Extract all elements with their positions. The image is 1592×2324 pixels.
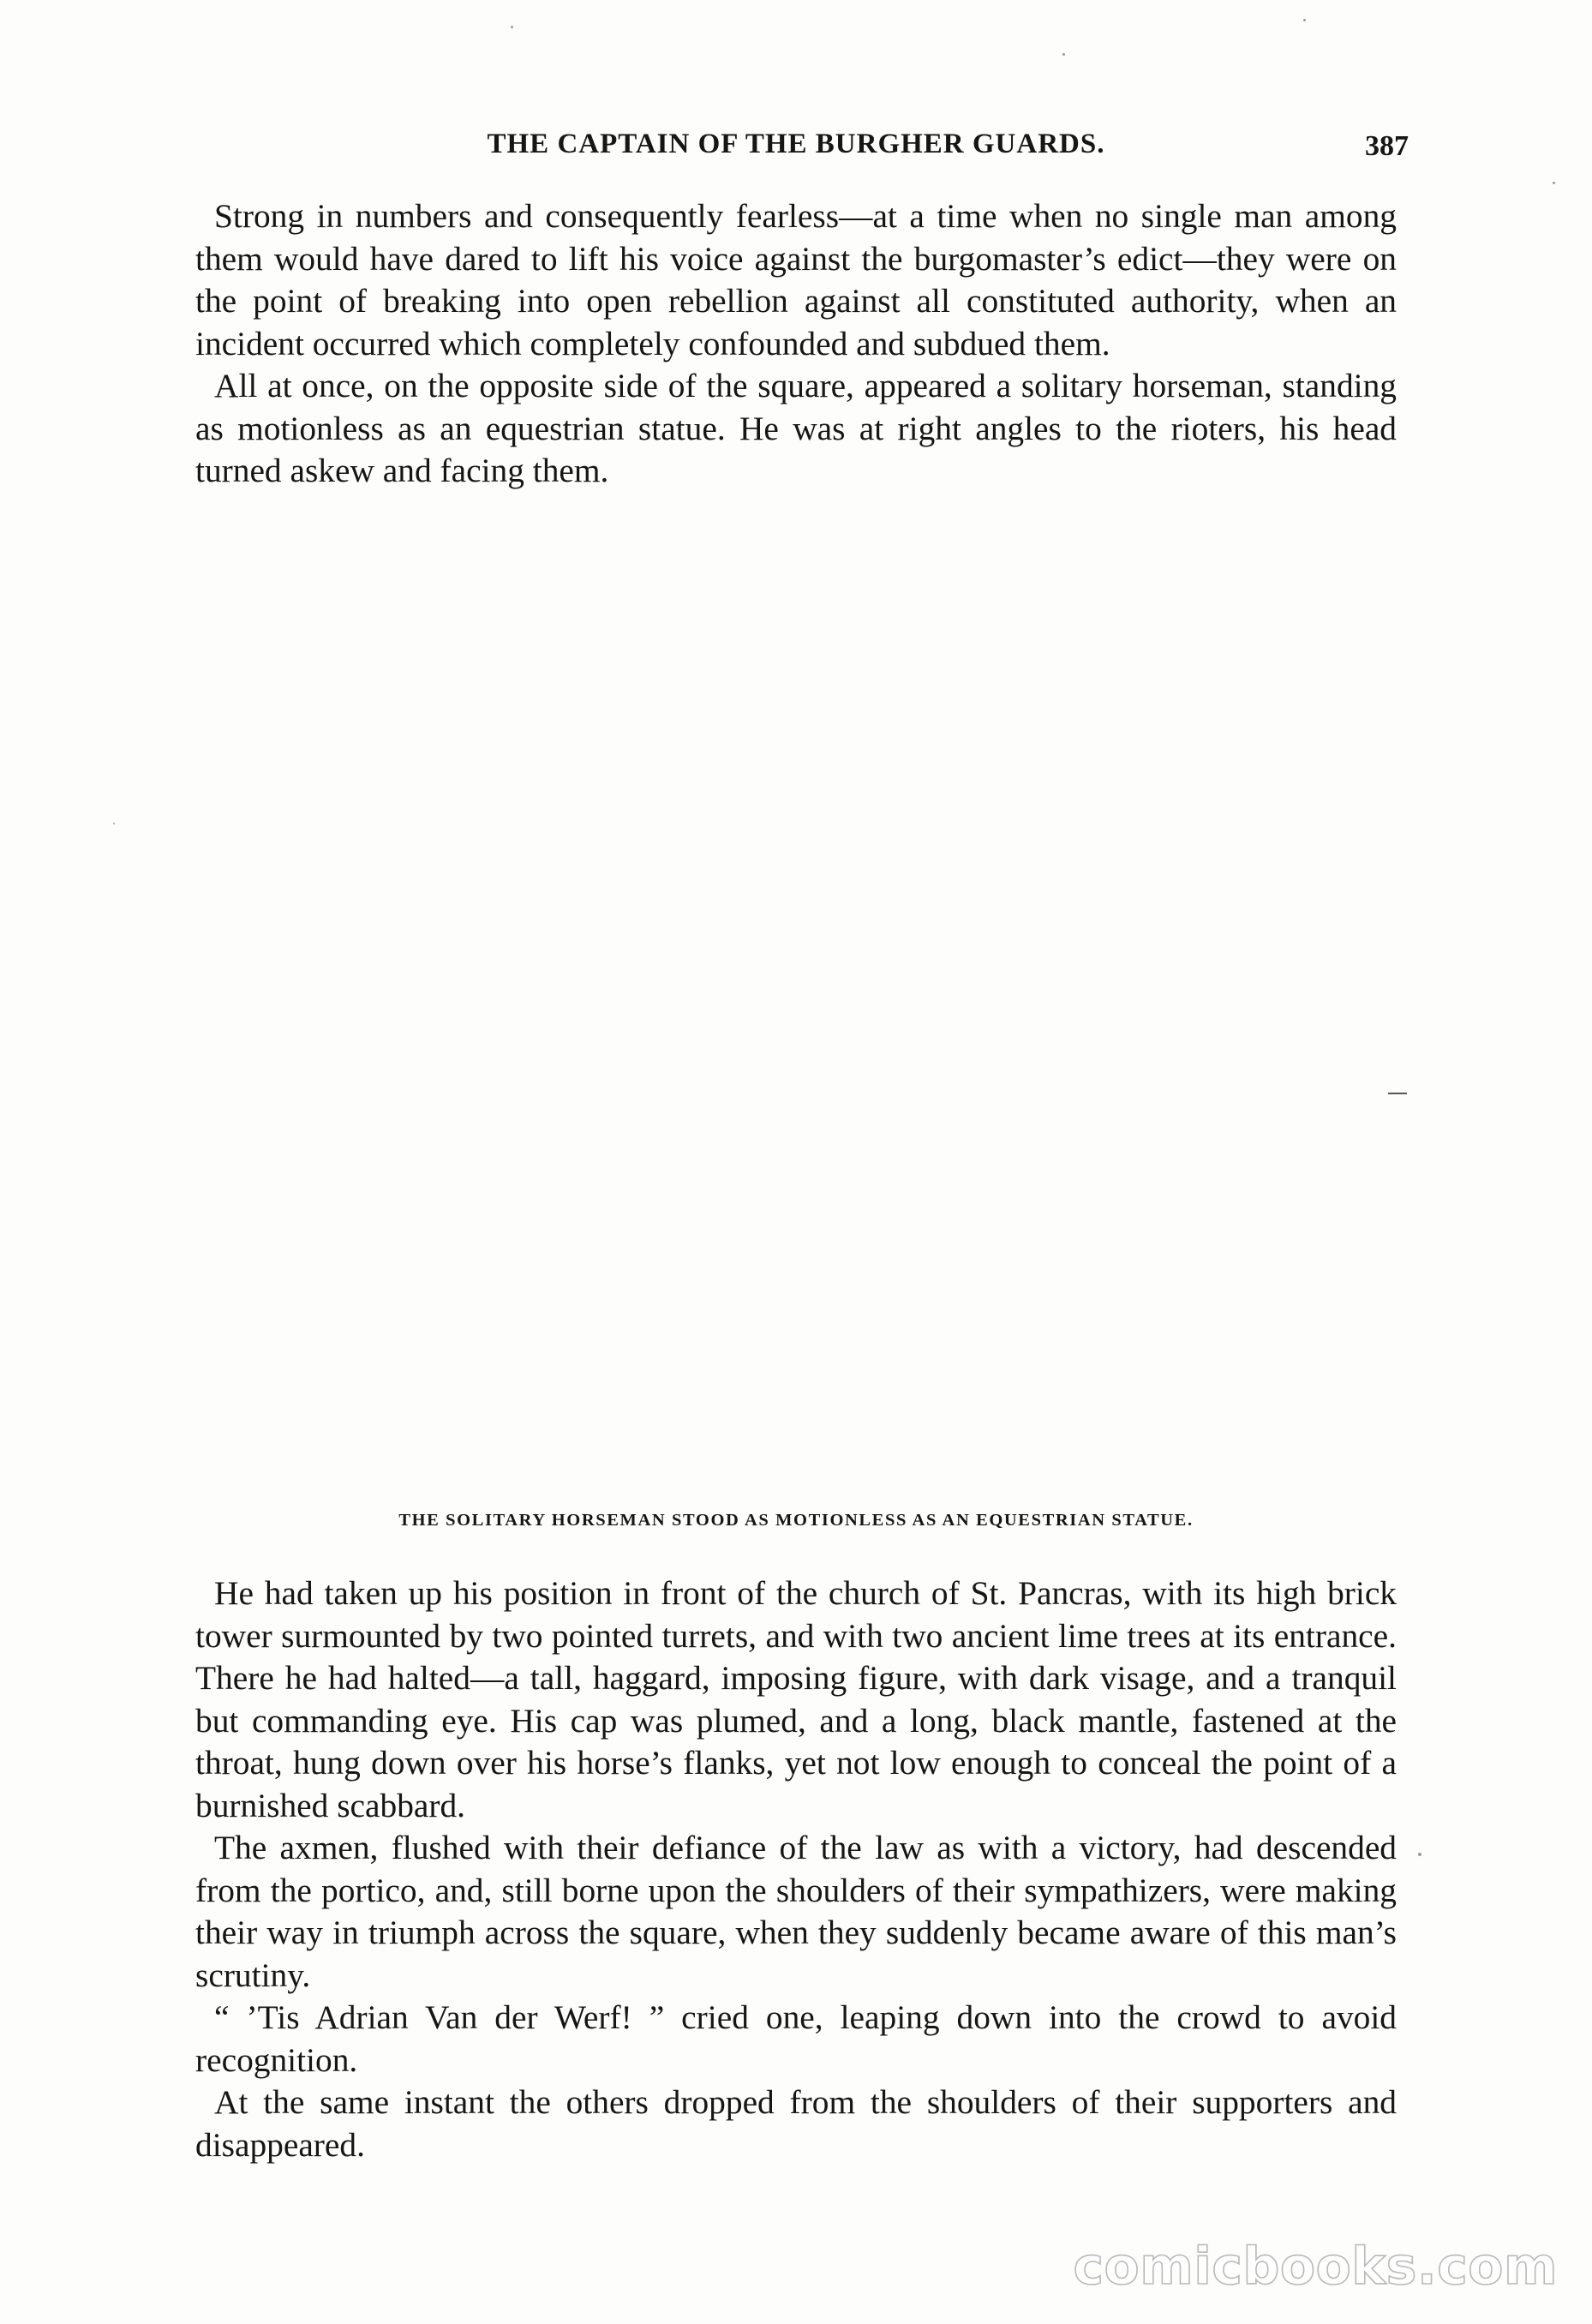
illustration-caption: THE SOLITARY HORSEMAN STOOD AS MOTIONLESS AS AN EQUESTRIAN STATUE. bbox=[398, 1511, 1194, 1530]
paragraph: The axmen, flushed with their defiance of the law as with a victory, had descended from the portico, and, still borne upon the shoulders of their sympathizers, were making their way in triumph across the square, when they suddenly became aware of this man’s scrutiny. bbox=[195, 1829, 1397, 1994]
scan-speck bbox=[1062, 53, 1065, 56]
paragraph: “ ’Tis Adrian Van der Werf! ” cried one, leaping down into the crowd to avoid recognition. bbox=[195, 1998, 1397, 2079]
scan-speck bbox=[511, 26, 513, 28]
running-head bbox=[195, 129, 1409, 180]
paragraph: At the same instant the others dropped from the shoulders of their supporters and disappeared. bbox=[195, 2083, 1397, 2164]
scan-speck bbox=[113, 823, 115, 824]
scan-speck bbox=[1303, 19, 1306, 21]
text-block-top bbox=[195, 195, 1397, 493]
scan-speck bbox=[1418, 1853, 1421, 1856]
running-head-title: THE CAPTAIN OF THE BURGHER GUARDS. bbox=[487, 129, 1105, 159]
scan-speck bbox=[1553, 182, 1555, 184]
paragraph: He had taken up his position in front of the church of St. Pancras, with its high brick tower surmounted by two pointed turrets, and with two ancient lime trees at its entrance. There he had halted—a tall, haggard, imposing figure, with dark visage, and a tranquil but commanding eye. His cap was plumed, and a long, black mantle, fastened at the throat, hung down over his horse’s flanks, yet not low enough to conceal the point of a burnished scabbard. bbox=[195, 1574, 1397, 1824]
illustration-area bbox=[195, 583, 1397, 1482]
paragraph: Strong in numbers and consequently fearless—at a time when no single man among them would have dared to lift his voice against the burgomaster’s edict—they were on the point of breaking into open rebellion against all constituted authority, when an incident occurred which completely confounded and subdued them. bbox=[195, 197, 1397, 362]
watermark: comicbooks.com bbox=[1073, 2237, 1558, 2297]
page-number: 387 bbox=[1365, 130, 1409, 162]
text-block-bottom bbox=[195, 1572, 1397, 2166]
paragraph: All at once, on the opposite side of the square, appeared a solitary horseman, standing as motionless as an equestrian statue. He was at right angles to the rioters, his head turned askew and facing them. bbox=[195, 367, 1397, 489]
scan-mark bbox=[1388, 1093, 1407, 1094]
